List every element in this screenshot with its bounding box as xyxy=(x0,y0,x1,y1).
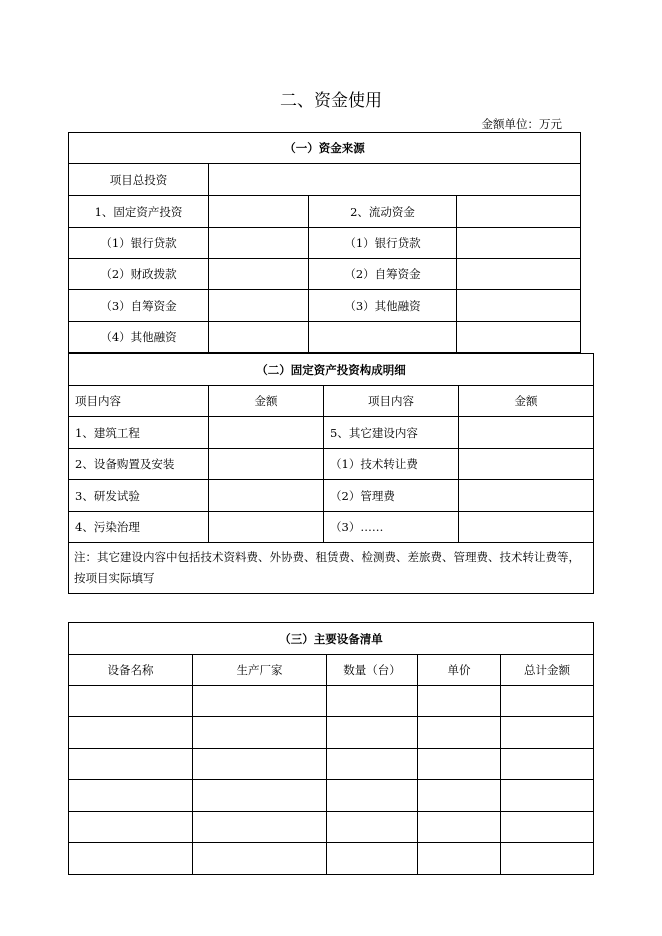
table-cell[interactable] xyxy=(327,749,418,780)
table-cell[interactable] xyxy=(418,843,501,875)
table-row xyxy=(69,843,594,875)
table-cell[interactable] xyxy=(501,686,594,717)
page-title: 二、资金使用 xyxy=(280,91,382,111)
table-cell[interactable] xyxy=(418,749,501,780)
table-cell[interactable] xyxy=(193,812,327,843)
table-cell[interactable] xyxy=(69,686,193,717)
working-capital-label: 2、流动资金 xyxy=(309,196,457,228)
working-other-financing-value[interactable] xyxy=(457,290,581,322)
column-header: 项目内容 xyxy=(69,386,209,417)
table-cell[interactable] xyxy=(69,780,193,812)
table-cell[interactable] xyxy=(69,749,193,780)
breakdown-item: 1、建筑工程 xyxy=(69,417,209,449)
breakdown-item: （1）技术转让费 xyxy=(324,449,459,480)
breakdown-heading: （二）固定资产投资构成明细 xyxy=(69,354,594,386)
fixed-asset-breakdown-table xyxy=(68,353,594,594)
breakdown-amount[interactable] xyxy=(459,480,594,512)
column-header: 单价 xyxy=(418,655,501,686)
table-cell[interactable] xyxy=(193,749,327,780)
breakdown-item: 3、研发试验 xyxy=(69,480,209,512)
table-row xyxy=(69,780,594,812)
column-header: 金额 xyxy=(459,386,594,417)
fixed-self-raised-value[interactable] xyxy=(209,290,309,322)
table-cell[interactable] xyxy=(418,717,501,749)
total-investment-value[interactable] xyxy=(209,164,581,196)
table-cell[interactable] xyxy=(501,749,594,780)
working-self-raised-value[interactable] xyxy=(457,259,581,290)
breakdown-note: 注：其它建设内容中包括技术资料费、外协费、租赁费、检测费、差旅费、管理费、技术转让费等，按项目实际填写 xyxy=(69,543,594,594)
breakdown-amount[interactable] xyxy=(459,417,594,449)
working-capital-value[interactable] xyxy=(457,196,581,228)
table-cell[interactable] xyxy=(193,780,327,812)
column-header: 生产厂家 xyxy=(193,655,327,686)
amount-unit-note: 金额单位：万元 xyxy=(481,117,562,131)
table-cell[interactable] xyxy=(418,812,501,843)
fiscal-allocation-label: （2）财政拨款 xyxy=(69,259,209,290)
working-self-raised-label: （2）自筹资金 xyxy=(309,259,457,290)
column-header: 项目内容 xyxy=(324,386,459,417)
table-row xyxy=(69,686,594,717)
table-cell[interactable] xyxy=(327,780,418,812)
column-header: 数量（台） xyxy=(327,655,418,686)
breakdown-item: （3）…… xyxy=(324,512,459,543)
funding-source-heading: （一）资金来源 xyxy=(69,133,581,164)
empty-cell[interactable] xyxy=(309,322,457,353)
table-row xyxy=(69,812,594,843)
fixed-other-financing-value[interactable] xyxy=(209,322,309,353)
total-investment-label: 项目总投资 xyxy=(69,164,209,196)
fixed-other-financing-label: （4）其他融资 xyxy=(69,322,209,353)
fixed-self-raised-label: （3）自筹资金 xyxy=(69,290,209,322)
table-cell[interactable] xyxy=(418,686,501,717)
table-cell[interactable] xyxy=(193,717,327,749)
breakdown-item: 2、设备购置及安装 xyxy=(69,449,209,480)
funding-source-table xyxy=(68,132,581,353)
equipment-list-table xyxy=(68,622,594,875)
breakdown-item: 4、污染治理 xyxy=(69,512,209,543)
working-other-financing-label: （3）其他融资 xyxy=(309,290,457,322)
fixed-bank-loan-label: （1）银行贷款 xyxy=(69,228,209,259)
table-cell[interactable] xyxy=(69,717,193,749)
table-cell[interactable] xyxy=(69,843,193,875)
empty-cell[interactable] xyxy=(457,322,581,353)
table-row xyxy=(69,749,594,780)
breakdown-amount[interactable] xyxy=(209,480,324,512)
table-cell[interactable] xyxy=(327,843,418,875)
table-cell[interactable] xyxy=(193,686,327,717)
column-header: 总计金额 xyxy=(501,655,594,686)
column-header: 设备名称 xyxy=(69,655,193,686)
breakdown-amount[interactable] xyxy=(209,512,324,543)
table-cell[interactable] xyxy=(69,812,193,843)
breakdown-item: （2）管理费 xyxy=(324,480,459,512)
table-cell[interactable] xyxy=(501,780,594,812)
column-header: 金额 xyxy=(209,386,324,417)
table-cell[interactable] xyxy=(327,812,418,843)
table-row xyxy=(69,717,594,749)
table-cell[interactable] xyxy=(501,717,594,749)
working-bank-loan-label: （1）银行贷款 xyxy=(309,228,457,259)
equipment-heading: （三）主要设备清单 xyxy=(69,623,594,655)
table-cell[interactable] xyxy=(501,812,594,843)
breakdown-amount[interactable] xyxy=(209,449,324,480)
table-cell[interactable] xyxy=(193,843,327,875)
fixed-asset-value[interactable] xyxy=(209,196,309,228)
working-bank-loan-value[interactable] xyxy=(457,228,581,259)
table-cell[interactable] xyxy=(418,780,501,812)
fixed-bank-loan-value[interactable] xyxy=(209,228,309,259)
fiscal-allocation-value[interactable] xyxy=(209,259,309,290)
fixed-asset-label: 1、固定资产投资 xyxy=(69,196,209,228)
table-cell[interactable] xyxy=(501,843,594,875)
breakdown-amount[interactable] xyxy=(459,449,594,480)
table-cell[interactable] xyxy=(327,686,418,717)
breakdown-amount[interactable] xyxy=(459,512,594,543)
table-cell[interactable] xyxy=(327,717,418,749)
breakdown-amount[interactable] xyxy=(209,417,324,449)
breakdown-item: 5、其它建设内容 xyxy=(324,417,459,449)
